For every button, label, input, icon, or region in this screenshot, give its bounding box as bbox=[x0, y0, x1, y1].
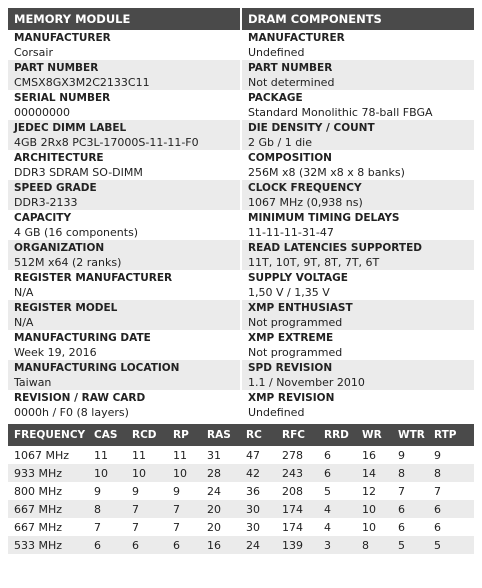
spec-value: Not programmed bbox=[248, 316, 343, 329]
timing-cell: 667 MHz bbox=[14, 520, 63, 534]
spec-row bbox=[8, 120, 240, 150]
timing-table bbox=[8, 424, 474, 554]
spec-value: 1,50 V / 1,35 V bbox=[248, 286, 330, 299]
timing-cell: 6 bbox=[428, 500, 474, 518]
timing-cell: 9 bbox=[173, 484, 180, 498]
spec-label: DIE DENSITY / COUNT bbox=[248, 122, 375, 134]
spec-label: MINIMUM TIMING DELAYS bbox=[248, 212, 400, 224]
spec-value: Undefined bbox=[248, 46, 305, 59]
timing-cell: 24 bbox=[240, 536, 276, 554]
timing-cell: 4 bbox=[324, 520, 331, 534]
spec-label: JEDEC DIMM LABEL bbox=[14, 122, 127, 134]
timing-cell: 6 bbox=[318, 464, 356, 482]
timing-row bbox=[8, 464, 474, 482]
timing-cell: 278 bbox=[282, 448, 303, 462]
spec-value: Not programmed bbox=[248, 346, 343, 359]
spec-value: Taiwan bbox=[14, 376, 52, 389]
spec-value: Standard Monolithic 78-ball FBGA bbox=[248, 106, 433, 119]
timing-cell: 5 bbox=[428, 536, 474, 554]
timing-cell: 533 MHz bbox=[8, 536, 88, 554]
timing-cell: 8 bbox=[88, 500, 126, 518]
timing-cell: 14 bbox=[356, 464, 392, 482]
timing-cell: 31 bbox=[207, 448, 221, 462]
spec-label: XMP EXTREME bbox=[248, 332, 334, 344]
timing-table-header bbox=[8, 424, 474, 446]
spec-label: PART NUMBER bbox=[248, 62, 333, 74]
timing-cell: 11 bbox=[132, 448, 146, 462]
timing-cell: 243 bbox=[276, 464, 318, 482]
timing-cell: 10 bbox=[167, 464, 201, 482]
dram-components-section bbox=[242, 8, 474, 420]
timing-cell: 7 bbox=[398, 484, 405, 498]
spec-value: 11-11-11-31-47 bbox=[248, 226, 334, 239]
timing-row bbox=[8, 518, 474, 536]
timing-cell: 174 bbox=[282, 520, 303, 534]
spec-row bbox=[8, 390, 240, 420]
spec-row bbox=[242, 360, 474, 390]
timing-cell: 5 bbox=[324, 484, 331, 498]
spec-value: 1067 MHz (0,938 ns) bbox=[248, 196, 363, 209]
timing-column-header: RCD bbox=[126, 424, 167, 446]
timing-cell: 5 bbox=[392, 536, 428, 554]
spec-label: MANUFACTURER bbox=[248, 32, 345, 44]
spd-columns bbox=[8, 8, 474, 420]
spec-row bbox=[8, 330, 240, 360]
spec-value: N/A bbox=[14, 316, 34, 329]
spec-row bbox=[242, 210, 474, 240]
spec-label: CLOCK FREQUENCY bbox=[248, 182, 362, 194]
spec-value: 11T, 10T, 9T, 8T, 7T, 6T bbox=[248, 256, 380, 269]
timing-cell: 11 bbox=[173, 448, 187, 462]
spec-label: REGISTER MODEL bbox=[14, 302, 118, 314]
spec-label: ARCHITECTURE bbox=[14, 152, 104, 164]
timing-cell: 30 bbox=[240, 500, 276, 518]
timing-cell: 10 bbox=[362, 520, 376, 534]
spec-label: REVISION / RAW CARD bbox=[14, 392, 146, 404]
timing-cell: 16 bbox=[362, 448, 376, 462]
spec-row bbox=[242, 180, 474, 210]
timing-cell: 174 bbox=[276, 500, 318, 518]
spec-label: ORGANIZATION bbox=[14, 242, 105, 254]
dram-components-header: DRAM COMPONENTS bbox=[242, 8, 474, 30]
spec-label: MANUFACTURER bbox=[14, 32, 111, 44]
spec-row bbox=[8, 150, 240, 180]
timing-cell: 9 bbox=[434, 448, 441, 462]
spec-value: 1.1 / November 2010 bbox=[248, 376, 365, 389]
spec-value: CMSX8GX3M2C2133C11 bbox=[14, 76, 150, 89]
spec-row bbox=[242, 120, 474, 150]
spec-label: PART NUMBER bbox=[14, 62, 99, 74]
timing-cell: 24 bbox=[207, 484, 221, 498]
spec-value: 00000000 bbox=[14, 106, 70, 119]
timing-cell: 16 bbox=[201, 536, 240, 554]
spec-row bbox=[242, 240, 474, 270]
timing-cell: 7 bbox=[434, 484, 441, 498]
spec-row bbox=[242, 330, 474, 360]
timing-cell: 6 bbox=[88, 536, 126, 554]
timing-column-header: WTR bbox=[392, 424, 428, 446]
timing-cell: 47 bbox=[246, 448, 260, 462]
timing-cell: 933 MHz bbox=[8, 464, 88, 482]
timing-cell: 10 bbox=[126, 464, 167, 482]
timing-cell: 12 bbox=[362, 484, 376, 498]
timing-cell: 6 bbox=[398, 520, 405, 534]
timing-row bbox=[8, 446, 474, 464]
timing-cell: 7 bbox=[173, 520, 180, 534]
timing-cell: 7 bbox=[126, 500, 167, 518]
memory-module-header: MEMORY MODULE bbox=[8, 8, 240, 30]
timing-cell: 11 bbox=[94, 448, 108, 462]
spec-row bbox=[8, 180, 240, 210]
timing-cell: 667 MHz bbox=[8, 500, 88, 518]
timing-cell: 139 bbox=[276, 536, 318, 554]
timing-cell: 6 bbox=[434, 520, 441, 534]
spec-row bbox=[242, 150, 474, 180]
spec-row bbox=[8, 210, 240, 240]
timing-cell: 7 bbox=[132, 520, 139, 534]
timing-column-header: RC bbox=[240, 424, 276, 446]
timing-cell: 36 bbox=[246, 484, 260, 498]
memory-module-section bbox=[8, 8, 240, 420]
timing-cell: 7 bbox=[167, 500, 201, 518]
timing-cell: 30 bbox=[246, 520, 260, 534]
timing-cell: 1067 MHz bbox=[14, 448, 70, 462]
timing-cell: 6 bbox=[392, 500, 428, 518]
spec-label: SPEED GRADE bbox=[14, 182, 97, 194]
spec-label: SERIAL NUMBER bbox=[14, 92, 111, 104]
timing-cell: 4 bbox=[318, 500, 356, 518]
spec-label: CAPACITY bbox=[14, 212, 72, 224]
spec-value: Undefined bbox=[248, 406, 305, 419]
spec-value: N/A bbox=[14, 286, 34, 299]
timing-column-header: FREQUENCY bbox=[8, 424, 88, 446]
timing-cell: 6 bbox=[167, 536, 201, 554]
timing-row bbox=[8, 500, 474, 518]
spec-value: 0000h / F0 (8 layers) bbox=[14, 406, 129, 419]
spec-row bbox=[8, 360, 240, 390]
memory-module-rows bbox=[8, 30, 240, 420]
timing-cell: 10 bbox=[356, 500, 392, 518]
spec-label: MANUFACTURING DATE bbox=[14, 332, 151, 344]
timing-cell: 9 bbox=[94, 484, 101, 498]
timing-cell: 9 bbox=[132, 484, 139, 498]
timing-column-header: RRD bbox=[318, 424, 356, 446]
spec-row bbox=[8, 270, 240, 300]
spec-row bbox=[242, 300, 474, 330]
spec-label: SPD REVISION bbox=[248, 362, 333, 374]
timing-cell: 3 bbox=[318, 536, 356, 554]
timing-cell: 9 bbox=[398, 448, 405, 462]
spec-value: 4 GB (16 components) bbox=[14, 226, 139, 239]
spec-value: 4GB 2Rx8 PC3L-17000S-11-11-F0 bbox=[14, 136, 199, 149]
timing-cell: 10 bbox=[88, 464, 126, 482]
spec-label: READ LATENCIES SUPPORTED bbox=[248, 242, 422, 254]
timing-table-body bbox=[8, 446, 474, 554]
spec-label: MANUFACTURING LOCATION bbox=[14, 362, 180, 374]
timing-column-header: RP bbox=[167, 424, 201, 446]
timing-column-header: RAS bbox=[201, 424, 240, 446]
spec-value: Week 19, 2016 bbox=[14, 346, 97, 359]
spec-value: DDR3 SDRAM SO-DIMM bbox=[14, 166, 143, 179]
timing-cell: 20 bbox=[201, 500, 240, 518]
timing-cell: 7 bbox=[94, 520, 101, 534]
timing-cell: 20 bbox=[207, 520, 221, 534]
spec-value: Corsair bbox=[14, 46, 53, 59]
timing-column-header: WR bbox=[356, 424, 392, 446]
spec-row bbox=[242, 30, 474, 60]
timing-column-header: RFC bbox=[276, 424, 318, 446]
spec-label: PACKAGE bbox=[248, 92, 303, 104]
timing-cell: 800 MHz bbox=[14, 484, 63, 498]
spec-value: 512M x64 (2 ranks) bbox=[14, 256, 122, 269]
timing-cell: 6 bbox=[126, 536, 167, 554]
spec-label: SUPPLY VOLTAGE bbox=[248, 272, 348, 284]
spec-label: REGISTER MANUFACTURER bbox=[14, 272, 173, 284]
spec-label: XMP REVISION bbox=[248, 392, 335, 404]
spec-value: Not determined bbox=[248, 76, 335, 89]
spd-info-panel bbox=[8, 8, 474, 554]
timing-cell: 8 bbox=[428, 464, 474, 482]
timing-column-header: CAS bbox=[88, 424, 126, 446]
timing-cell: 8 bbox=[356, 536, 392, 554]
timing-cell: 8 bbox=[392, 464, 428, 482]
timing-column-header: RTP bbox=[428, 424, 474, 446]
spec-row bbox=[8, 300, 240, 330]
spec-row bbox=[8, 240, 240, 270]
spec-row bbox=[242, 270, 474, 300]
timing-row bbox=[8, 482, 474, 500]
spec-label: COMPOSITION bbox=[248, 152, 332, 164]
spec-row bbox=[242, 390, 474, 420]
spec-value: 2 Gb / 1 die bbox=[248, 136, 313, 149]
dram-components-rows bbox=[242, 30, 474, 420]
spec-value: 256M x8 (32M x8 x 8 banks) bbox=[248, 166, 405, 179]
timing-row bbox=[8, 536, 474, 554]
spec-value: DDR3-2133 bbox=[14, 196, 78, 209]
timing-cell: 208 bbox=[282, 484, 303, 498]
spec-row bbox=[8, 30, 240, 60]
timing-cell: 42 bbox=[240, 464, 276, 482]
spec-row bbox=[8, 90, 240, 120]
spec-row bbox=[242, 60, 474, 90]
spec-label: XMP ENTHUSIAST bbox=[248, 302, 353, 314]
timing-cell: 28 bbox=[201, 464, 240, 482]
spec-row bbox=[242, 90, 474, 120]
timing-cell: 6 bbox=[324, 448, 331, 462]
spec-row bbox=[8, 60, 240, 90]
